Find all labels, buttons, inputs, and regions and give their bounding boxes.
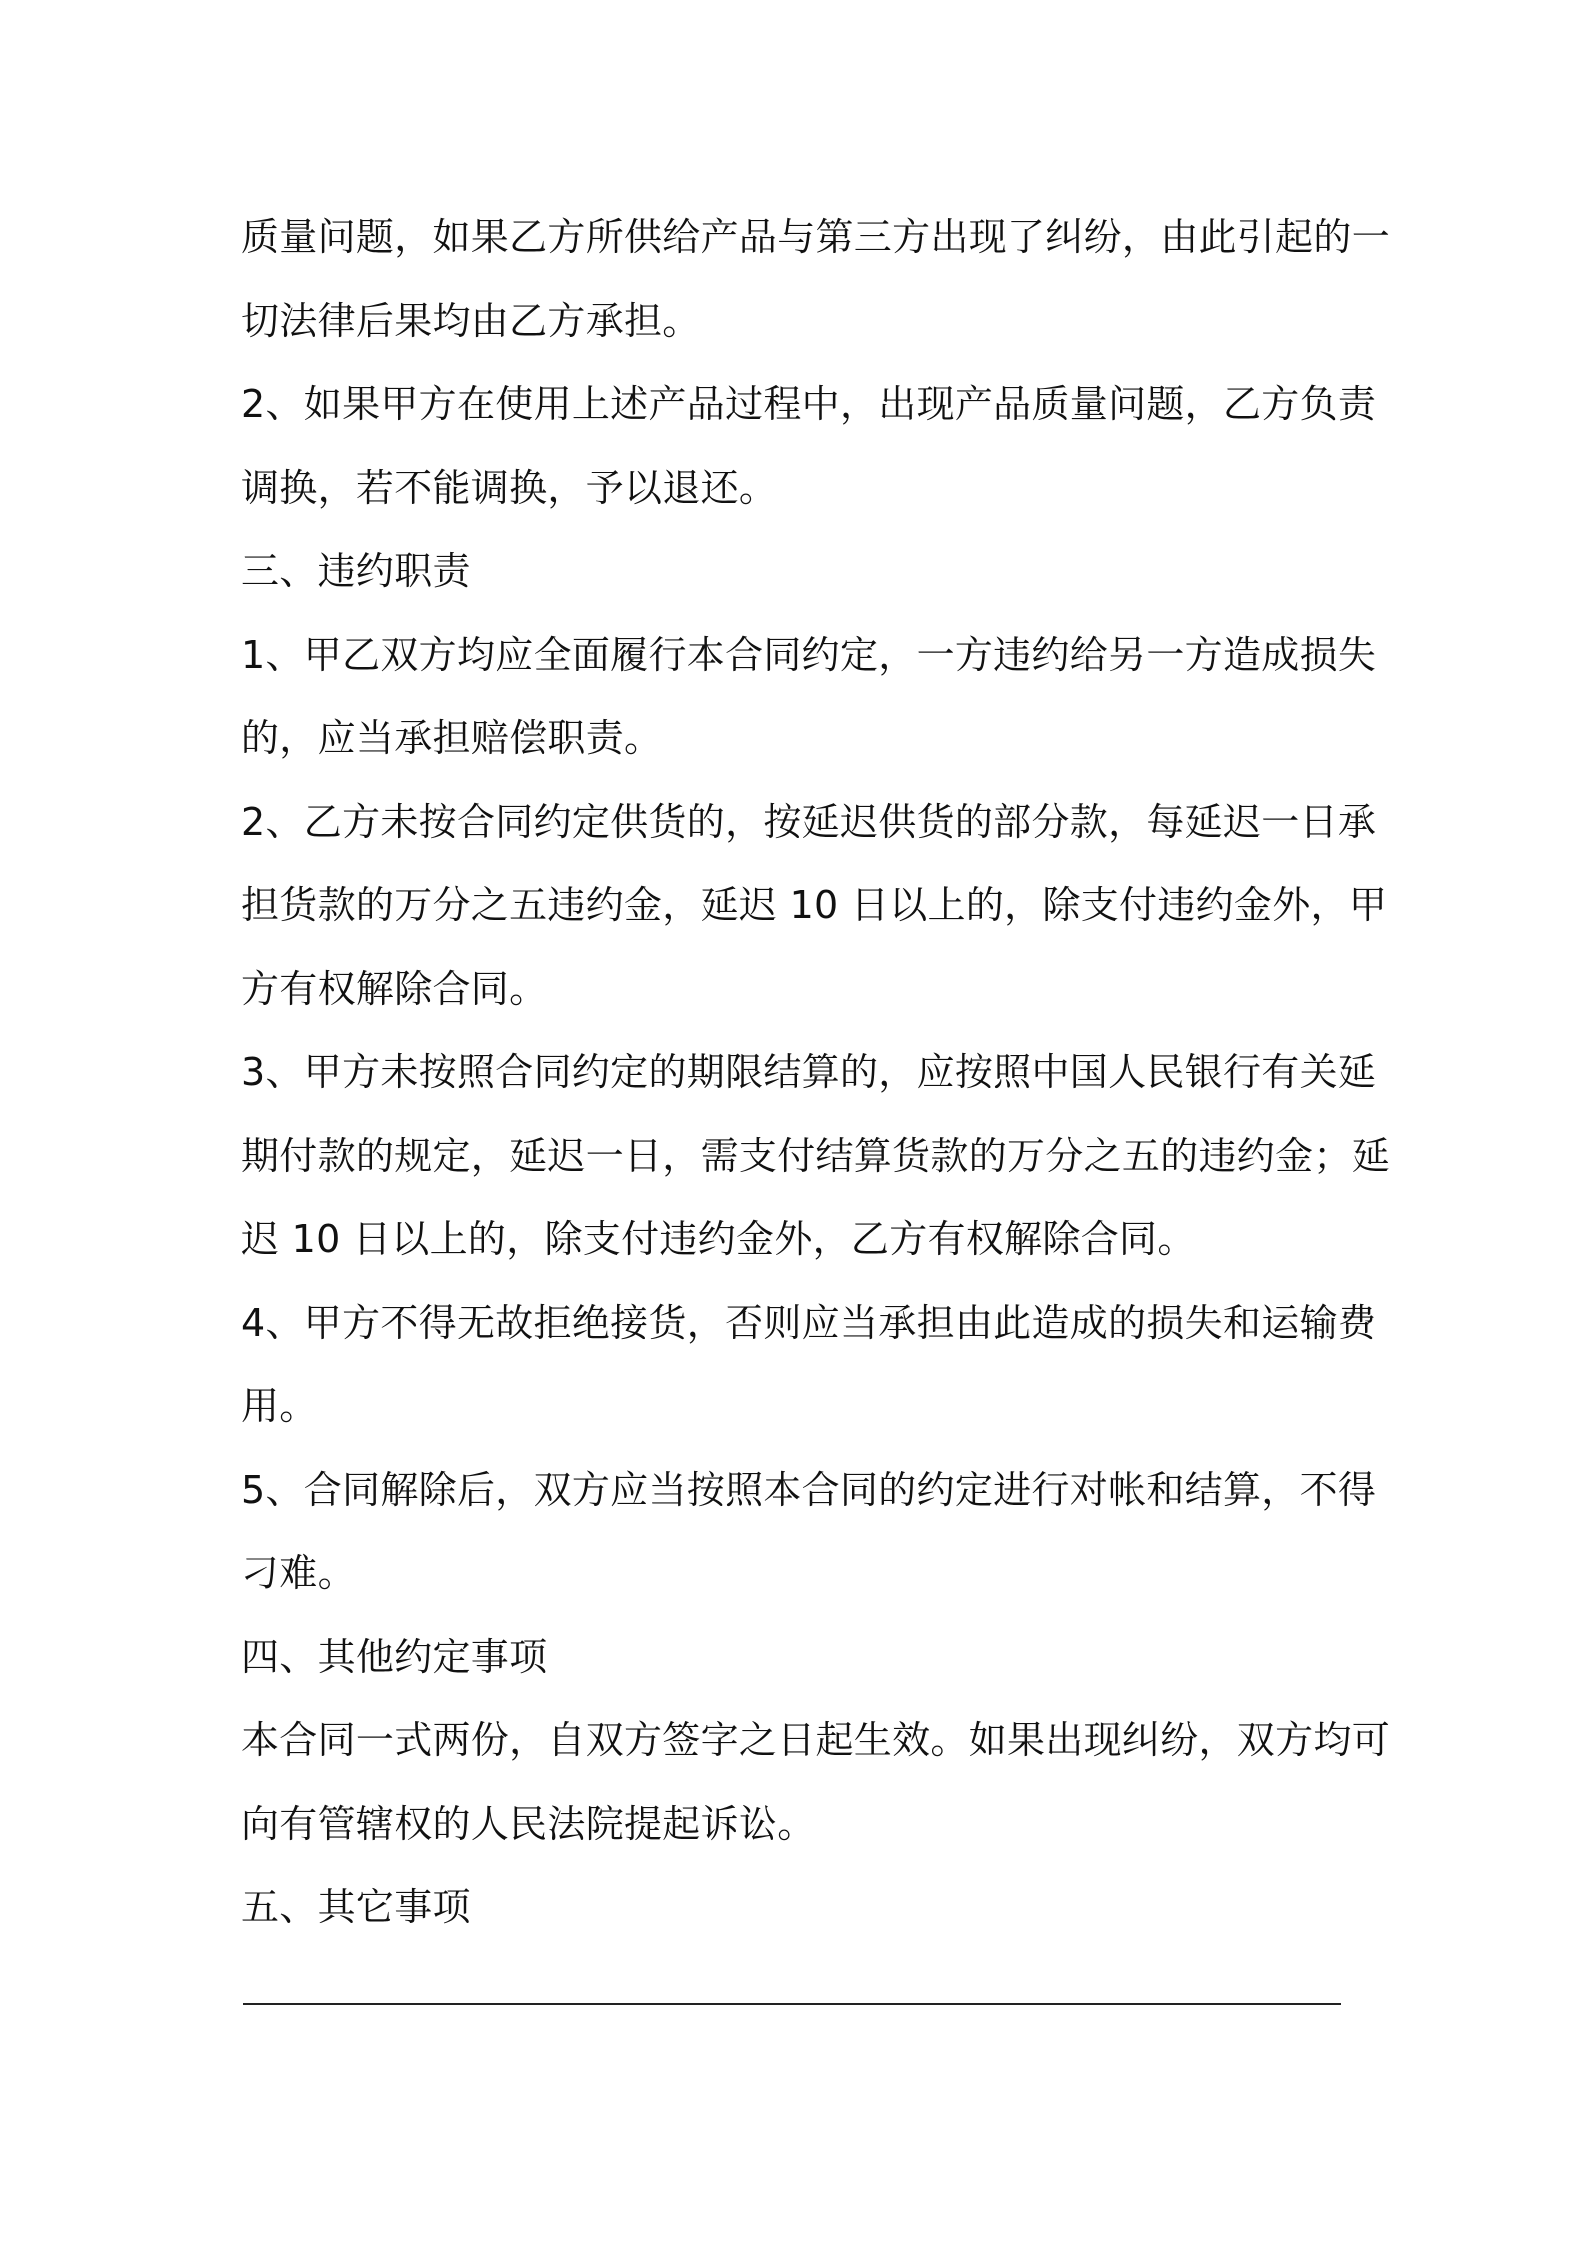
text-line: 向有管辖权的人民法院提起诉讼。 xyxy=(241,1801,816,1846)
text-line: 期付款的规定，延迟一日，需支付结算货款的万分之五的违约金；延 xyxy=(241,1133,1391,1178)
text-line: 调换，若不能调换，予以退还。 xyxy=(241,465,778,510)
text-line: 3、甲方未按照合同约定的期限结算的，应按照中国人民银行有关延 xyxy=(241,1050,1377,1094)
text-line: 方有权解除合同。 xyxy=(241,966,548,1011)
text-line: 4、甲方不得无故拒绝接货，否则应当承担由此造成的损失和运输费 xyxy=(241,1300,1377,1345)
text-line: 2、乙方未按合同约定供货的，按延迟供货的部分款，每延迟一日承 xyxy=(241,799,1377,844)
text-line: 的，应当承担赔偿职责。 xyxy=(241,716,663,760)
text-line: 本合同一式两份，自双方签字之日起生效。如果出现纠纷，双方均可 xyxy=(241,1718,1391,1762)
text-line: 2、如果甲方在使用上述产品过程中，出现产品质量问题，乙方负责 xyxy=(241,382,1377,426)
text-line: 质量问题，如果乙方所供给产品与第三方出现了纠纷，由此引起的一 xyxy=(241,215,1391,259)
document-body xyxy=(241,196,1391,1950)
section-heading: 四、其他约定事项 xyxy=(241,1634,548,1679)
section-heading: 五、其它事项 xyxy=(241,1885,471,1929)
text-line: 用。 xyxy=(241,1384,318,1428)
section-heading: 三、违约职责 xyxy=(241,549,471,593)
text-line: 5、合同解除后，双方应当按照本合同的约定进行对帐和结算，不得 xyxy=(241,1467,1377,1512)
text-line: 刁难。 xyxy=(241,1551,356,1595)
text-line: 迟 10 日以上的，除支付违约金外，乙方有权解除合同。 xyxy=(241,1217,1196,1261)
text-line: 切法律后果均由乙方承担。 xyxy=(241,298,701,343)
text-line: 担货款的万分之五违约金，延迟 10 日以上的，除支付违约金外，甲 xyxy=(241,883,1388,927)
blank-fill-line xyxy=(243,2003,1341,2005)
text-line: 1、甲乙双方均应全面履行本合同约定，一方违约给另一方造成损失 xyxy=(241,632,1377,677)
